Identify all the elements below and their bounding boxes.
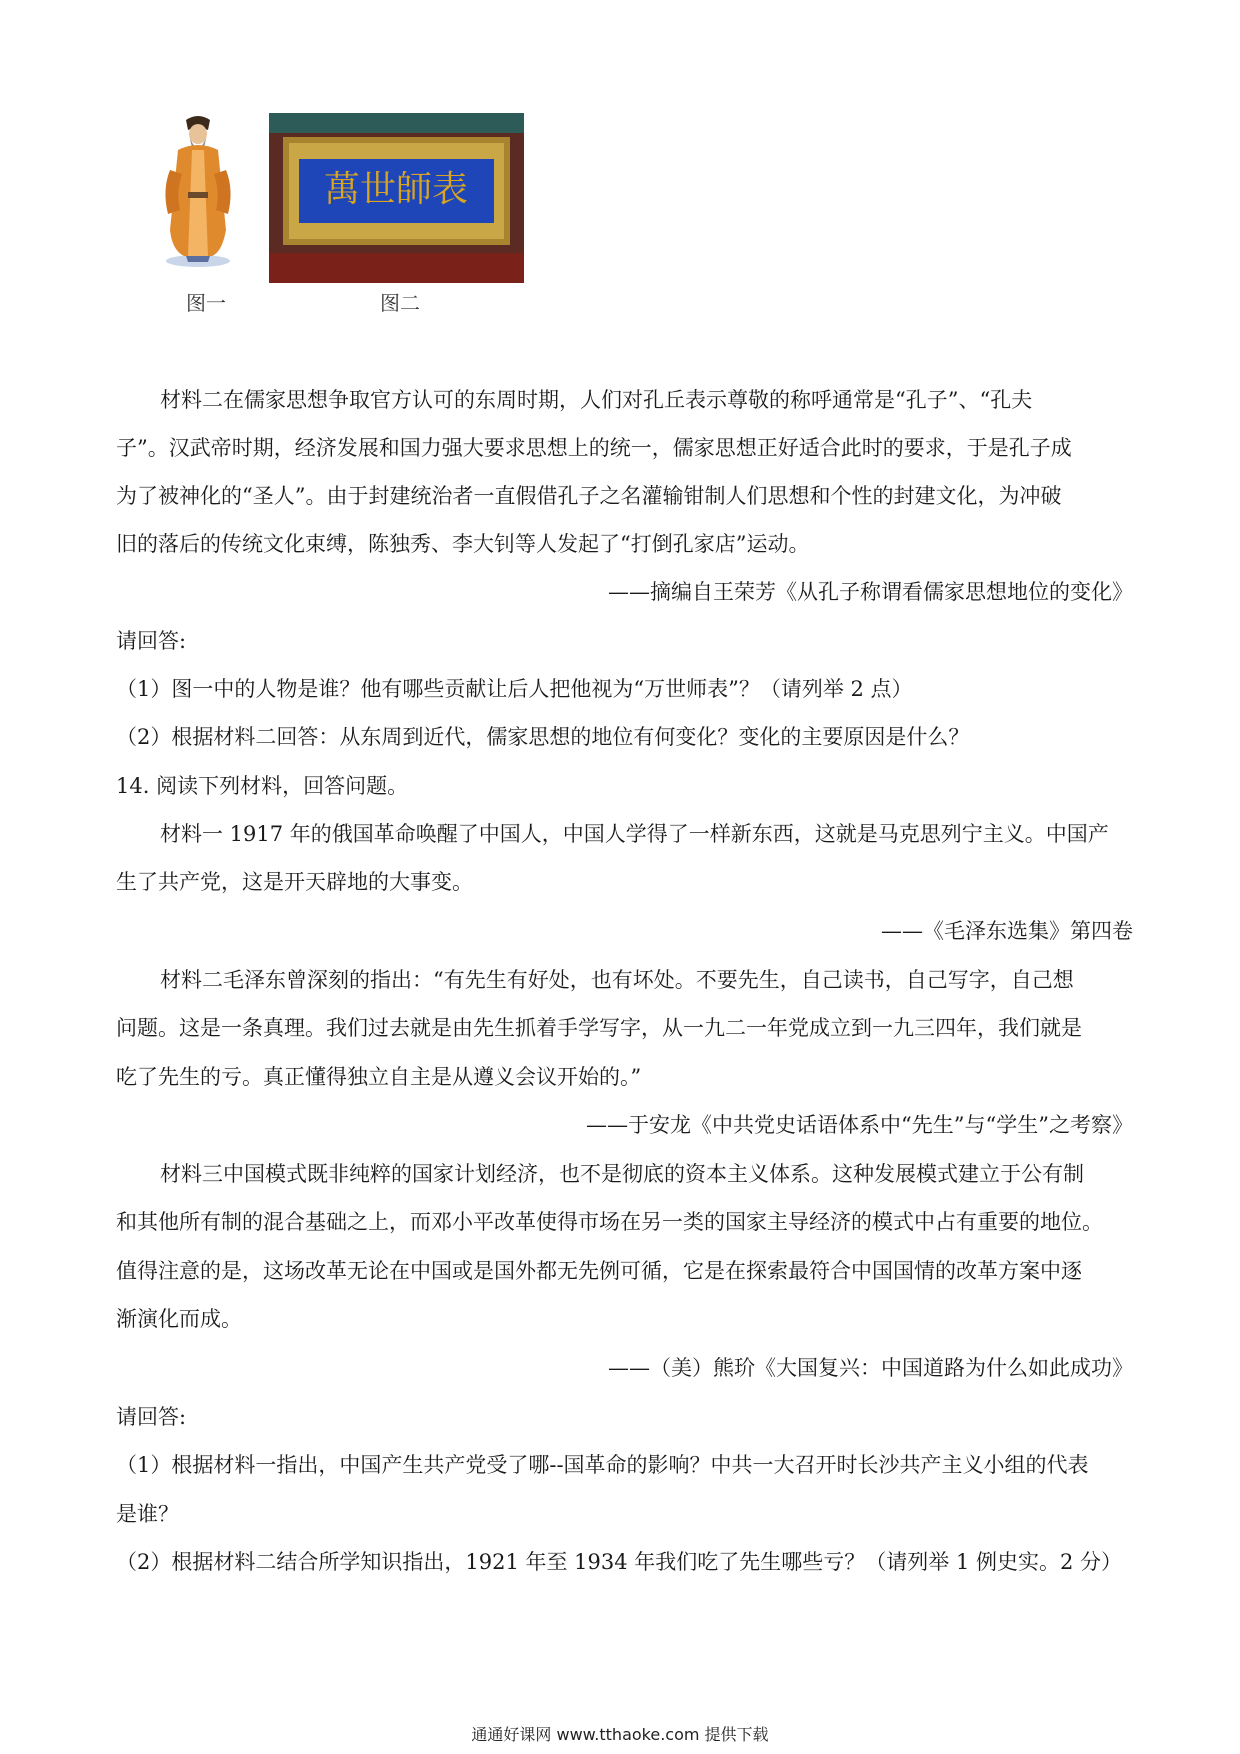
q14-material3-line-3: 值得注意的是，这场改革无论在中国或是国外都无先例可循，它是在探索最符合中国国情的改革方案中逐 [116,1259,1082,1283]
plaque-image [269,113,524,283]
q14-sub2: （2）根据材料二结合所学知识指出，1921 年至 1934 年我们吃了先生哪些亏？（请列举 1 例史实。2 分） [116,1550,1123,1574]
q13-material2-line-3: 为了被神化的“圣人”。由于封建统治者一直假借孔子之名灌输钳制人们思想和个性的封建文化，为冲破 [116,484,1062,508]
q14-sub1-line-2: 是谁？ [116,1502,179,1526]
q14-material1-line-1: 材料一 1917 年的俄国革命唤醒了中国人，中国人学得了一样新东西，这就是马克思列宁主义。中国产 [160,822,1109,846]
q14-material3-line-2: 和其他所有制的混合基础之上，而邓小平改革使得市场在另一类的国家主导经济的模式中占有重要的地位。 [116,1210,1103,1234]
q13-material2-line-1: 材料二在儒家思想争取官方认可的东周时期，人们对孔丘表示尊敬的称呼通常是“孔子”、“孔夫 [160,388,1033,412]
q14-title: 14. 阅读下列材料，回答问题。 [116,774,409,798]
fig2-caption: 图二 [380,291,420,315]
q13-material2-line-4: 旧的落后的传统文化束缚，陈独秀、李大钊等人发起了“打倒孔家店”运动。 [116,532,810,556]
q14-sub1-line-1: （1）根据材料一指出，中国产生共产党受了哪--国革命的影响？中共一大召开时长沙共产主义小组的代表 [116,1453,1089,1477]
q14-material3-line-4: 渐演化而成。 [116,1307,242,1331]
q13-sub2: （2）根据材料二回答：从东周到近代，儒家思想的地位有何变化？变化的主要原因是什么？ [116,725,970,749]
q14-material3-line-1: 材料三中国模式既非纯粹的国家计划经济，也不是彻底的资本主义体系。这种发展模式建立于公有制 [160,1162,1084,1186]
q14-material2-line-3: 吃了先生的亏。真正懂得独立自主是从遵义会议开始的。” [116,1065,642,1089]
page-footer: 通通好课网 www.tthaoke.com 提供下载 [471,1725,769,1744]
q13-material2-line-2: 子”。汉武帝时期，经济发展和国力强大要求思想上的统一，儒家思想正好适合此时的要求，于是孔子成 [116,436,1072,460]
q14-source2: ——于安龙《中共党史话语体系中“先生”与“学生”之考察》 [586,1113,1133,1137]
q13-prompt: 请回答: [116,629,187,653]
q14-source3: ——（美）熊玠《大国复兴：中国道路为什么如此成功》 [608,1356,1133,1380]
confucius-figure-image [148,110,244,270]
q13-sub1: （1）图一中的人物是谁？他有哪些贡献让后人把他视为“万世师表”？（请列举 2 点） [116,677,913,701]
q14-prompt: 请回答: [116,1405,187,1429]
q13-source2: ——摘编自王荣芳《从孔子称谓看儒家思想地位的变化》 [608,580,1133,604]
q14-material2-line-1: 材料二毛泽东曾深刻的指出：“有先生有好处，也有坏处。不要先生，自己读书，自己写字，自己想 [160,968,1074,992]
q14-source1: ——《毛泽东选集》第四卷 [881,919,1133,943]
q14-material1-line-2: 生了共产党，这是开天辟地的大事变。 [116,870,473,894]
fig1-caption: 图一 [186,291,226,315]
plaque-text: 萬世師表 [323,169,469,210]
q14-material2-line-2: 问题。这是一条真理。我们过去就是由先生抓着手学写字，从一九二一年党成立到一九三四年，我们就是 [116,1016,1082,1040]
